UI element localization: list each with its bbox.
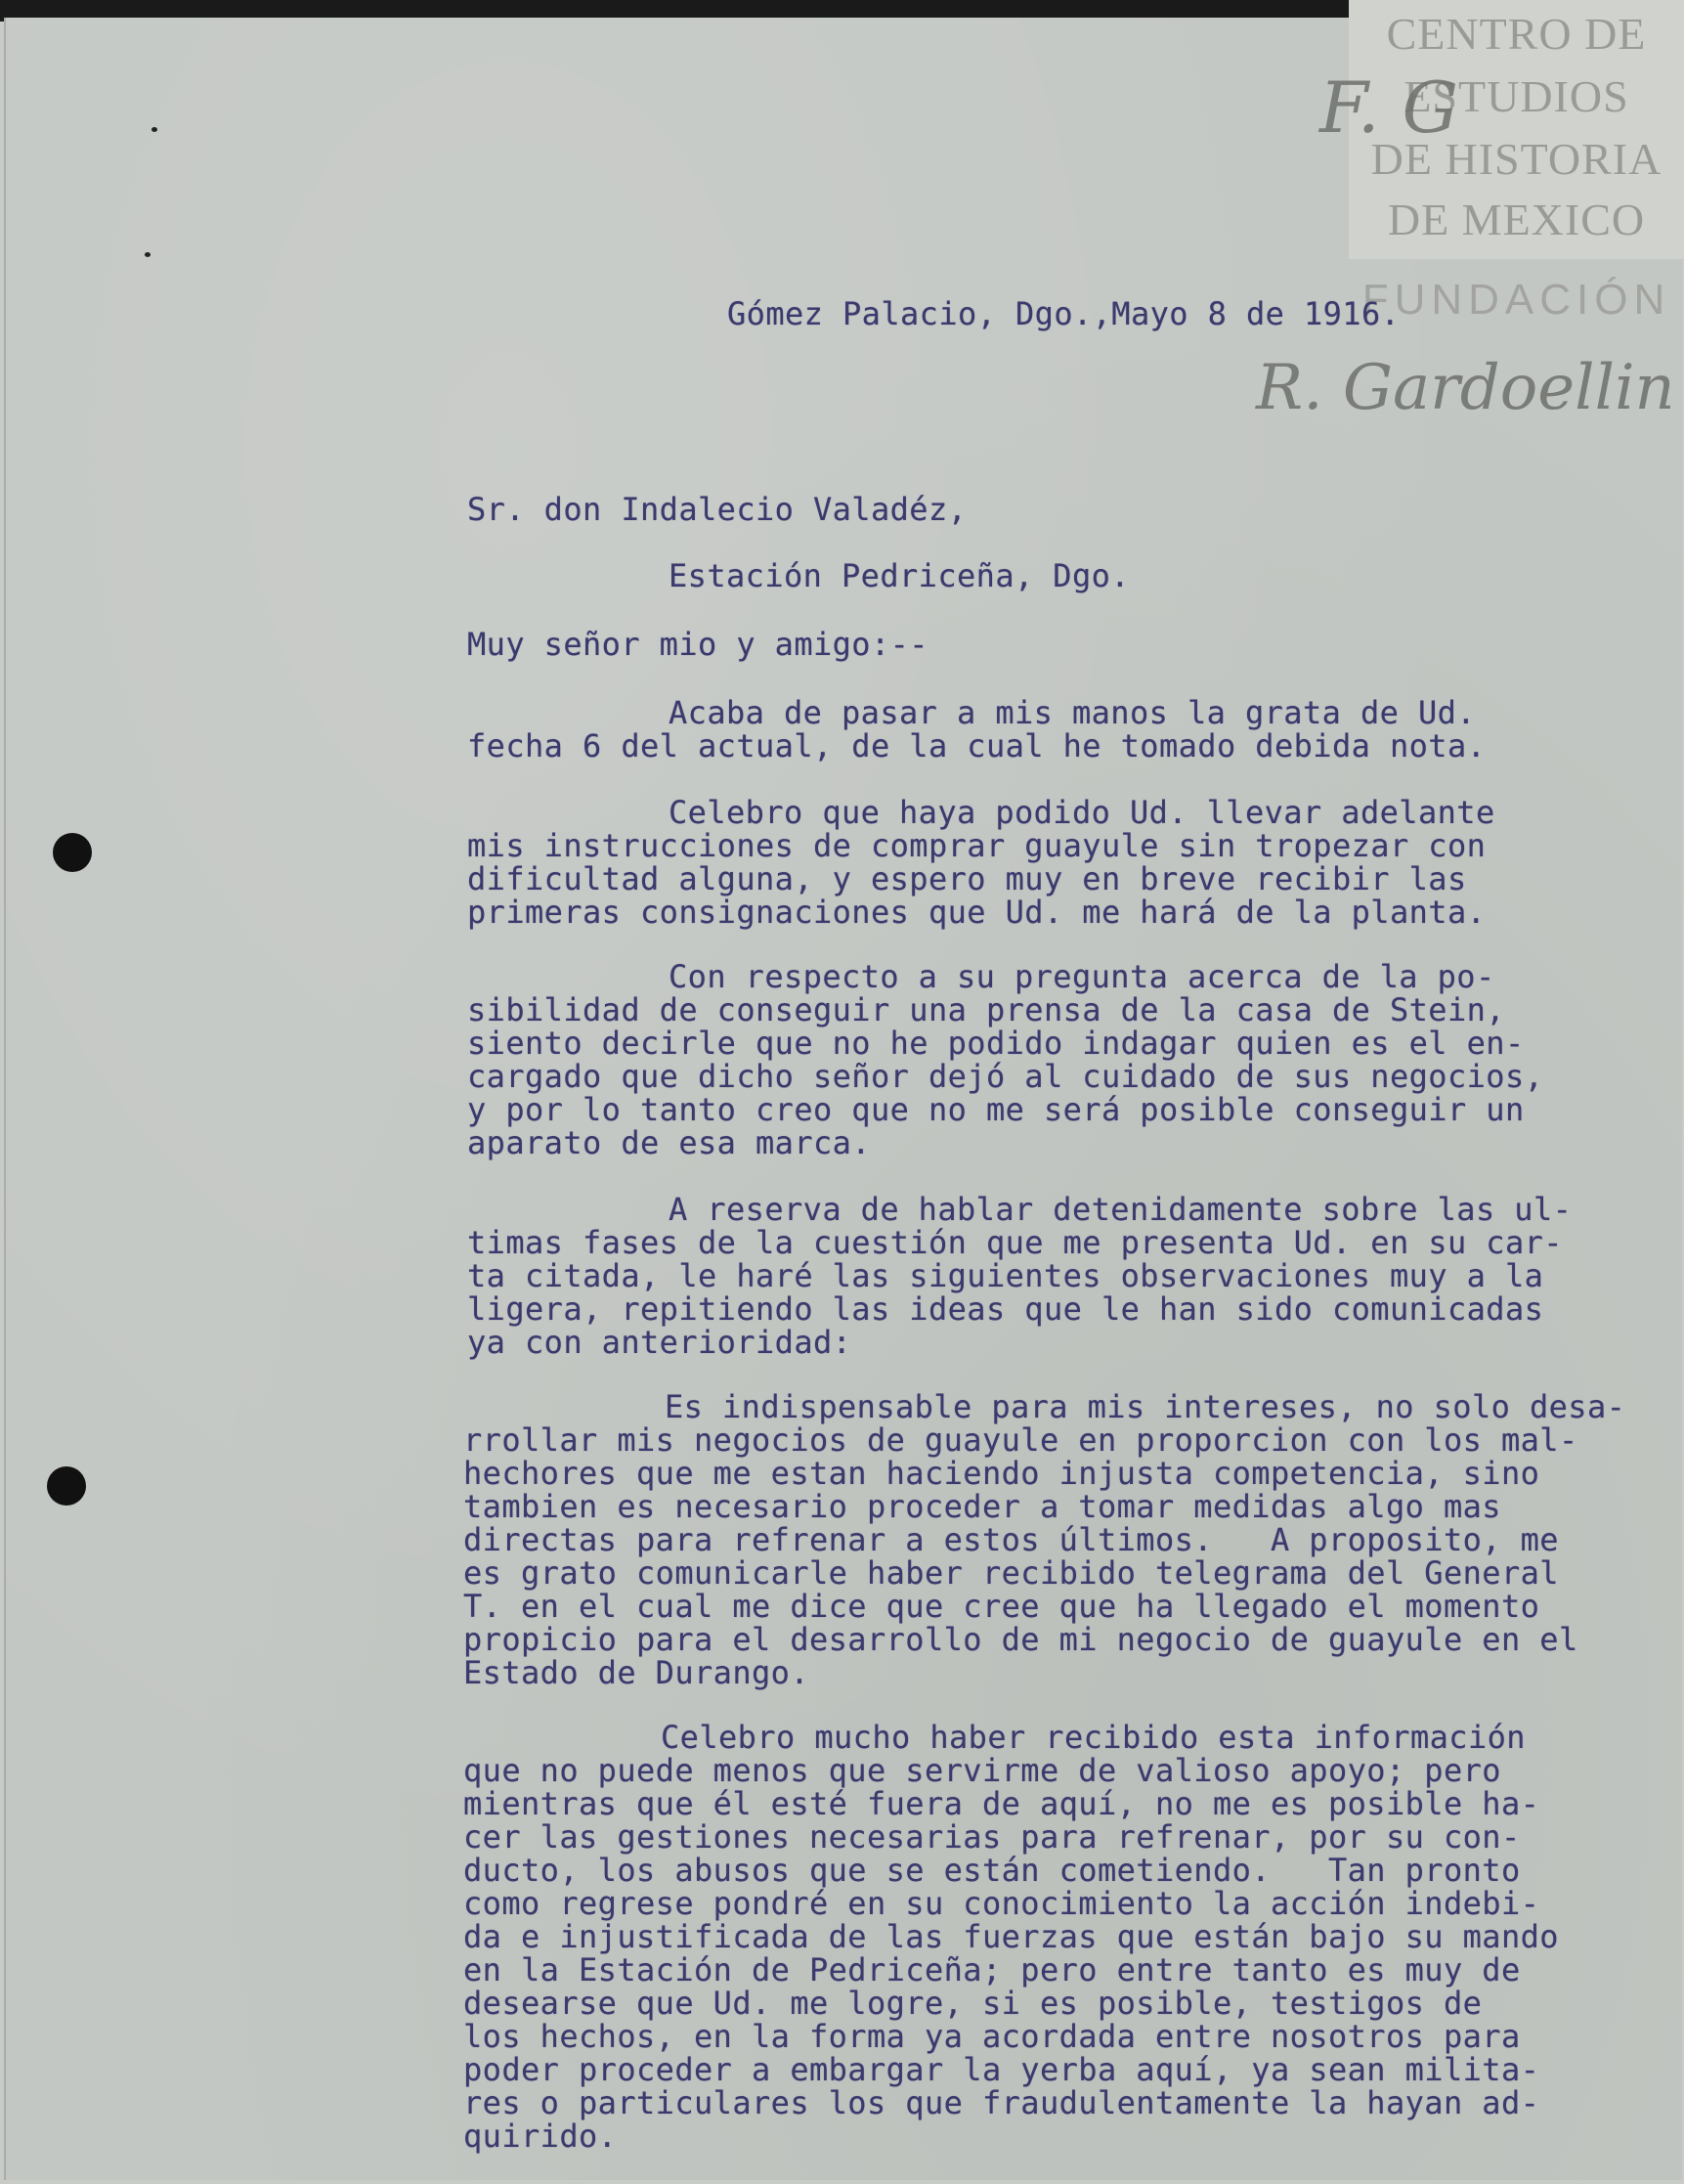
stamp-line-3: DE HISTORIA xyxy=(1370,134,1662,184)
paragraph-line: rrollar mis negocios de guayule en proporcion con los mal- xyxy=(463,1421,1578,1459)
paragraph-line: sibilidad de conseguir una prensa de la casa de Stein, xyxy=(467,991,1505,1028)
paragraph-line: tambien es necesario proceder a tomar medidas algo mas xyxy=(463,1488,1501,1525)
paragraph-line: Celebro mucho haber recibido esta información xyxy=(661,1719,1526,1756)
dateline: Gómez Palacio, Dgo.,Mayo 8 de 1916. xyxy=(727,295,1401,332)
paragraph-line: Celebro que haya podido Ud. llevar adelante xyxy=(669,794,1495,831)
handwritten-file-mark: F. G xyxy=(1319,66,1459,149)
paragraph-line: Acaba de pasar a mis manos la grata de Ud. xyxy=(669,694,1476,731)
paragraph-line: desearse que Ud. me logre, si es posible, testigos de xyxy=(463,1985,1483,2022)
paragraph-line: cargado que dicho señor dejó al cuidado de sus negocios, xyxy=(467,1058,1544,1095)
paragraph-line: propicio para el desarrollo de mi negocio de guayule en el xyxy=(463,1621,1578,1658)
paragraph-line: en la Estación de Pedriceña; pero entre tanto es muy de xyxy=(463,1951,1521,1988)
paragraph-line: primeras consignaciones que Ud. me hará de la planta. xyxy=(467,894,1487,931)
paragraph-line: timas fases de la cuestión que me presenta Ud. en su car- xyxy=(467,1224,1563,1261)
paragraph-line: Estado de Durango. xyxy=(463,1654,809,1691)
paragraph-line: ta citada, le haré las siguientes observaciones muy a la xyxy=(467,1257,1544,1294)
paragraph-line: mientras que él esté fuera de aquí, no me es posible ha- xyxy=(463,1785,1540,1822)
paragraph-line: aparato de esa marca. xyxy=(467,1124,871,1161)
recipient-place: Estación Pedriceña, Dgo. xyxy=(669,557,1130,594)
paragraph-line: dificultad alguna, y espero muy en breve recibir las xyxy=(467,860,1467,897)
stamp-line-2: ESTUDIOS xyxy=(1403,71,1629,121)
paragraph-line: que no puede menos que servirme de valioso apoyo; pero xyxy=(463,1752,1501,1789)
handwritten-signature-mark: R. Gardoellin xyxy=(1256,352,1675,424)
paragraph-line: los hechos, en la forma ya acordada entre nosotros para xyxy=(463,2018,1521,2055)
paragraph-line: es grato comunicarle haber recibido telegrama del General xyxy=(463,1554,1559,1592)
punch-hole-upper xyxy=(53,833,92,872)
paragraph-line: res o particulares los que fraudulentamente la hayan ad- xyxy=(463,2084,1540,2121)
paragraph-line: ligera, repitiendo las ideas que le han sido comunicadas xyxy=(467,1290,1544,1328)
ink-speck xyxy=(151,127,157,132)
salutation: Muy señor mio y amigo:-- xyxy=(467,626,928,663)
paragraph-line: cer las gestiones necesarias para refrenar, por su con- xyxy=(463,1818,1521,1856)
paragraph-line: poder proceder a embargar la yerba aquí, ya sean milita- xyxy=(463,2051,1540,2088)
paragraph-line: ya con anterioridad: xyxy=(467,1324,852,1361)
paragraph-line: directas para refrenar a estos últimos. A proposito, me xyxy=(463,1521,1559,1558)
paragraph-line: T. en el cual me dice que cree que ha llegado el momento xyxy=(463,1588,1540,1625)
ink-speck xyxy=(145,252,151,257)
paragraph-line: Es indispensable para mis intereses, no solo desa- xyxy=(665,1388,1626,1425)
paragraph-line: y por lo tanto creo que no me será posible conseguir un xyxy=(467,1091,1525,1128)
paragraph-line: como regrese pondré en su conocimiento la acción indebi- xyxy=(463,1885,1540,1922)
punch-hole-lower xyxy=(47,1466,86,1506)
paragraph-line: ducto, los abusos que se están cometiendo. Tan pronto xyxy=(463,1852,1521,1889)
paragraph-line: quirido. xyxy=(463,2118,618,2155)
paragraph-line: A reserva de hablar detenidamente sobre las ul- xyxy=(669,1191,1573,1228)
stamp-foundation: FUNDACIÓN xyxy=(1361,276,1671,324)
paragraph-line: da e injustificada de las fuerzas que están bajo su mando xyxy=(463,1918,1559,1955)
paragraph-line: hechores que me estan haciendo injusta competencia, sino xyxy=(463,1455,1540,1492)
paragraph-line: Con respecto a su pregunta acerca de la po- xyxy=(669,958,1495,995)
stamp-line-1: CENTRO DE xyxy=(1386,9,1647,59)
paragraph-line: mis instrucciones de comprar guayule sin tropezar con xyxy=(467,827,1487,864)
recipient-name: Sr. don Indalecio Valadéz, xyxy=(467,491,968,528)
paragraph-line: siento decirle que no he podido indagar quien es el en- xyxy=(467,1025,1525,1062)
paragraph-line: fecha 6 del actual, de la cual he tomado debida nota. xyxy=(467,727,1487,764)
stamp-line-4: DE MEXICO xyxy=(1387,195,1646,244)
